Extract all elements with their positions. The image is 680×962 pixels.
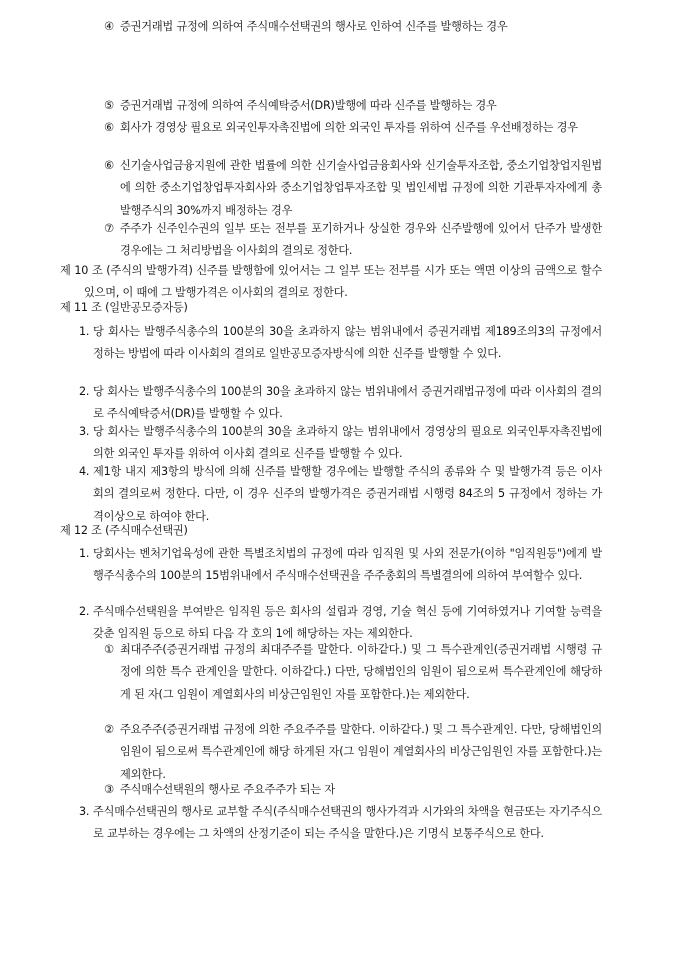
item-marker: 4.	[79, 465, 90, 478]
item-text: 신기술사업금융지원에 관한 법률에 의한 신기술사업금융회사와 신기술투자조합, 중소기업창업지원법에 의한 중소기업창업투자회사와 중소기업창업투자조합 및 법인세법 규정에 의한 기관투자자에게 총발행주식의 30%까지 배정하는 경우	[120, 159, 602, 217]
item-marker: ⑦	[104, 222, 114, 235]
list-item	[104, 155, 602, 222]
item-text: 주주가 신주인수권의 일부 또는 전부를 포기하거나 상실한 경우와 신주발행에 있어서 단주가 발생한 경우에는 그 처리방법을 이사회의 결의로 정한다.	[120, 222, 602, 258]
item-text: 주식매수선택원의 행사로 주요주주가 되는 자	[120, 783, 335, 796]
article-11-title	[60, 297, 602, 319]
item-marker: 3.	[79, 425, 90, 438]
item-marker: 3.	[79, 805, 90, 818]
article-title: 제 11 조 (일반공모증자등)	[60, 301, 188, 314]
item-text: 당회사는 벤처기업육성에 관한 특별조치법의 규정에 따라 임직원 및 사외 전문가(이하 "임직원등")에게 발행주식총수의 100분의 15범위내에서 주식매수선택권을 주주총회의 특별결의에 의하여 부여할수 있다.	[93, 547, 602, 583]
item-text: 회사가 경영상 필요로 외국인투자촉진법에 의한 외국인 투자를 위하여 신주를 우선배정하는 경우	[120, 121, 578, 134]
list-item	[104, 117, 602, 139]
article-12-title	[60, 520, 602, 542]
item-text: 증권거래법 규정에 의하여 주식매수선택권의 행사로 인하여 신주를 발행하는 경우	[120, 20, 508, 33]
item-marker: 1.	[79, 547, 90, 560]
item-text: 당 회사는 발행주식총수의 100분의 30을 초과하지 않는 범위내에서 증권거래법 제189조의3의 규정에서 정하는 방법에 따라 이사회의 결의로 일반공모증자방식에 의한 신주를 발행할 수 있다.	[93, 325, 602, 361]
item-text: 주식매수선택원을 부여받은 임직원 등은 회사의 설립과 경영, 기술 혁신 등에 기여하였거나 기여할 능력을 갖춘 임직원 등으로 하되 다음 각 호의 1에 해당하는 자는 제외한다.	[93, 605, 602, 641]
list-item	[104, 218, 602, 263]
list-item	[104, 719, 602, 786]
item-marker: ③	[104, 783, 114, 796]
item-text: 최대주주(증권거래법 규정의 최대주주를 말한다. 이하같다.) 및 그 특수관계인(증권거래법 시행령 규정에 의한 특수 관계인을 말한다. 이하같다.) 다만, 당해법인의 임원이 됨으로써 특수관계인에 해당하게 된 자(그 임원이 계열회사의 비상근임원인 자를 포함한다.)는 제외한다.	[120, 643, 602, 701]
list-item	[104, 16, 602, 38]
list-item	[79, 321, 602, 366]
item-text: 증권거래법 규정에 의하여 주식예탁증서(DR)발행에 따라 신주를 발행하는 경우	[120, 99, 497, 112]
list-item	[104, 779, 602, 801]
item-marker: ⑤	[104, 99, 114, 112]
list-item	[104, 95, 602, 117]
item-marker: ④	[104, 20, 114, 33]
item-marker: ①	[104, 643, 114, 656]
article-10-text: 제 10 조 (주식의 발행가격) 신주를 발행함에 있어서는 그 일부 또는 전부를 시가 또는 액면 이상의 금액으로 할수 있으며, 이 때에 그 발행가격은 이사회의 결의로 정한다.	[60, 264, 602, 300]
list-item	[104, 639, 602, 706]
item-marker: ⑥	[104, 121, 114, 134]
list-item	[79, 381, 602, 426]
article-title: 제 12 조 (주식매수선택권)	[60, 524, 188, 537]
item-marker: 2.	[79, 605, 90, 618]
item-marker: 1.	[79, 325, 90, 338]
item-text: 주요주주(증권거래법 규정에 의한 주요주주를 말한다. 이하같다.) 및 그 특수관계인. 다만, 당해법인의 임원이 됨으로써 특수관계인에 해당 하게된 자(그 임원이 계열회사의 비상근임원인 자를 포함한다.)는 제외한다.	[120, 723, 602, 781]
list-item	[79, 543, 602, 588]
item-marker: ⑥	[104, 159, 114, 172]
item-marker: 2.	[79, 385, 90, 398]
item-marker: ②	[104, 723, 114, 736]
list-item	[79, 421, 602, 466]
list-item	[79, 801, 602, 846]
item-text: 제1항 내지 제3항의 방식에 의해 신주를 발행할 경우에는 발행할 주식의 종류와 수 및 발행가격 등은 이사회의 결의로써 정한다. 다만, 이 경우 신주의 발행가격은 증권거래법 시행령 84조의 5 규정에서 정하는 가격이상으로 하여야 한다.	[93, 465, 602, 523]
item-text: 당 회사는 발행주식총수의 100분의 30을 초과하지 않는 범위내에서 증권거래법규정에 따라 이사회의 결의로 주식예탁증서(DR)를 발행할 수 있다.	[93, 385, 602, 421]
list-item	[79, 461, 602, 528]
item-text: 당 회사는 발행주식총수의 100분의 30을 초과하지 않는 범위내에서 경영상의 필요로 외국인투자촉진법에 의한 외국인 투자를 위하여 이사회 결의로 신주를 발행할 수 있다.	[93, 425, 602, 461]
item-text: 주식매수선택권의 행사로 교부할 주식(주식매수선택권의 행사가격과 시가와의 차액을 현금또는 자기주식으로 교부하는 경우에는 그 차액의 산정기준이 되는 주식을 말한다.)은 기명식 보통주식으로 한다.	[93, 805, 602, 841]
